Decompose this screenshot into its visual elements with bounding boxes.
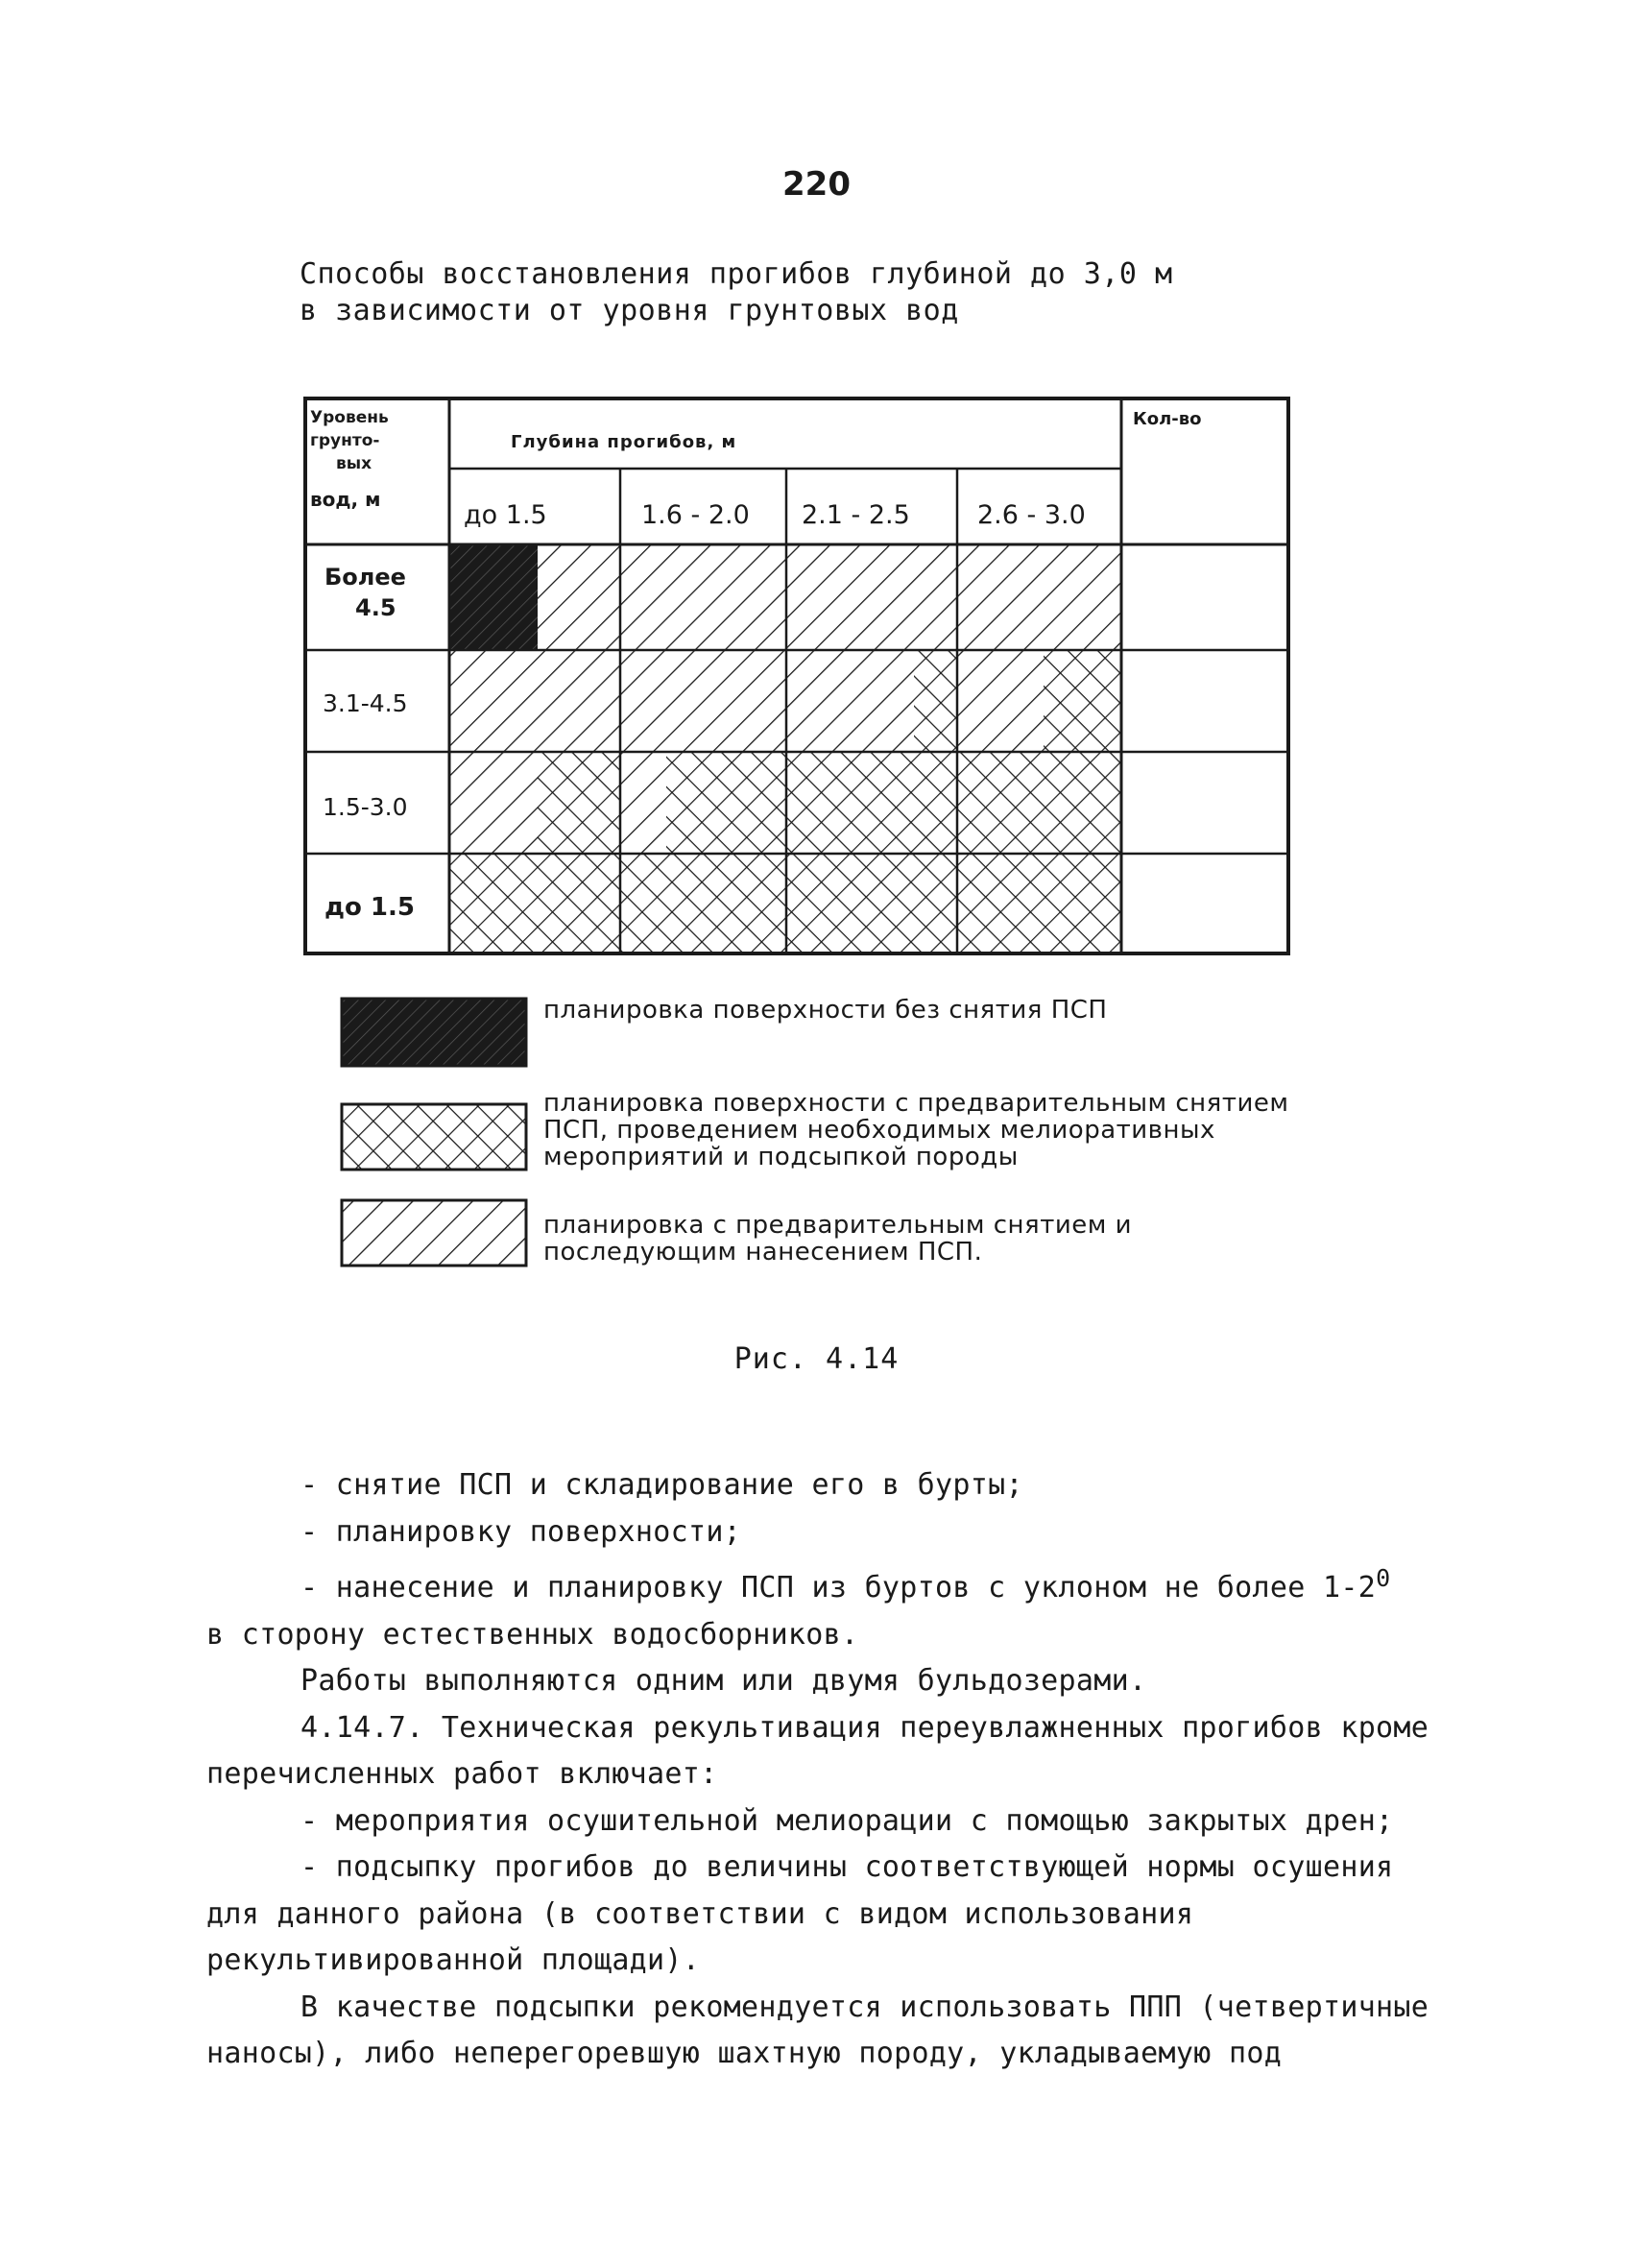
row-label-3: 1.5-3.0 [323, 793, 408, 821]
legend-swatch-diagonal-hatch [342, 1200, 526, 1266]
area-cross-hatch [914, 650, 957, 752]
degree-superscript: 0 [1376, 1564, 1391, 1592]
depth-column-2: 1.6 - 2.0 [641, 500, 750, 530]
paragraph: Работы выполняются одним или двумя бульдозерами. [300, 1664, 1147, 1698]
corner-header-line-2: грунто- [310, 431, 380, 450]
depth-column-4: 2.6 - 3.0 [977, 500, 1086, 530]
row-label-1-line-1: Более [324, 564, 406, 591]
legend-text-solid-dark: планировка поверхности без снятия ПСП [543, 996, 1108, 1025]
row-label-2: 3.1-4.5 [323, 689, 408, 717]
depth-column-3: 2.1 - 2.5 [802, 500, 910, 530]
depth-column-1: до 1.5 [464, 500, 547, 530]
area-cross-hatch [538, 752, 620, 854]
area-cross-hatch [666, 752, 1121, 854]
area-diagonal-hatch [449, 650, 914, 752]
corner-header-line-1: Уровень [310, 408, 389, 427]
legend-swatch-cross-hatch [342, 1104, 526, 1170]
list-item-continuation: в сторону естественных водосборников. [206, 1617, 859, 1652]
legend-text-cross-hatch: планировка поверхности с предварительным снятием ПСП, проведением необходимых мелиоративных мероприятий и подсыпкой породы [543, 1089, 1289, 1171]
paragraph: 4.14.7. Техническая рекультивация переувлажненных прогибов кроме перечисленных работ включает: [206, 1710, 1429, 1791]
page-number: 220 [782, 165, 851, 204]
legend-swatch-solid-dark [342, 999, 526, 1066]
list-item-text: - нанесение и планировку ПСП из буртов с уклоном не более 1-2 [300, 1571, 1377, 1604]
paragraph: В качестве подсыпки рекомендуется использовать ППП (четвертичные наносы), либо неперегоревшую шахтную породу, укладываемую под [206, 1990, 1429, 2070]
figure-title-line-2: в зависимости от уровня грунтовых вод [300, 294, 959, 327]
count-header: Кол-во [1133, 409, 1202, 429]
corner-header-line-3: вых [336, 454, 372, 473]
area-diagonal-hatch [957, 650, 1044, 752]
list-item: - мероприятия осушительной мелиорации с помощью закрытых дрен; [300, 1803, 1394, 1838]
row-label-1-line-2: 4.5 [355, 594, 396, 621]
body-text [206, 1462, 1445, 2078]
list-item [206, 1556, 1445, 1612]
area-diagonal-hatch [620, 752, 666, 854]
area-cross-hatch [1044, 650, 1121, 752]
figure-title-line-1: Способы восстановления прогибов глубиной до 3,0 м [300, 257, 1173, 291]
list-item: - снятие ПСП и складирование его в бурты; [300, 1468, 1023, 1502]
area-diagonal-hatch [538, 544, 1121, 650]
area-solid-dark [449, 544, 538, 650]
legend-text-diagonal-hatch: планировка с предварительным снятием и последующим нанесением ПСП. [543, 1211, 1133, 1267]
list-item: - планировку поверхности; [300, 1514, 742, 1549]
list-item: - подсыпку прогибов до величины соответствующей нормы осушения для данного района (в соответствии с видом использования рекультивированной площади). [206, 1850, 1394, 1977]
area-diagonal-hatch [449, 752, 538, 854]
corner-header-line-4: вод, м [310, 488, 381, 511]
row-label-4: до 1.5 [324, 893, 415, 922]
figure-caption: Рис. 4.14 [733, 1342, 900, 1376]
depth-header: Глубина прогибов, м [511, 432, 737, 452]
